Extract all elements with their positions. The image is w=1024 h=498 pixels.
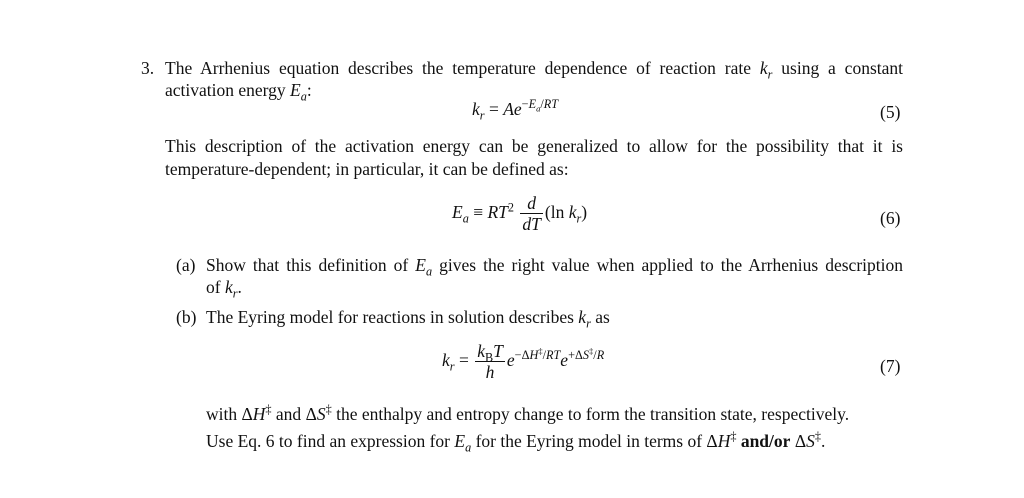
part-a-label: (a) xyxy=(176,255,196,275)
equation-5-number: (5) xyxy=(880,102,901,122)
part-b-line-2: with ΔH‡ and ΔS‡ the enthalpy and entropy change to form the transition state, respectively. xyxy=(206,402,850,424)
equation-7-number: (7) xyxy=(880,356,901,376)
part-b-line-1: The Eyring model for reactions in solution describes $k_r$ as xyxy=(206,307,610,331)
equation-6-number: (6) xyxy=(880,208,901,228)
intro-line-2: activation energy $E_a$: xyxy=(165,80,312,104)
part-a-line-2: of $k_r$. xyxy=(206,277,242,301)
equation-7: $k_r$ = $\frac{k_BT}{h}$ $e^{-\Delta H^\ddagger/RT}e^{+\Delta S^\ddagger/R}$ xyxy=(442,341,605,383)
equation-5: $k_r = Ae^{-E_a/RT}$ xyxy=(472,97,559,123)
paragraph-line-1: This description of the activation energy can be generalized to allow for the possibility that it is xyxy=(165,136,903,156)
equation-6: $E_a \equiv RT^2$ $\frac{d}{dT}$ (ln $k_r$) xyxy=(452,193,588,235)
paragraph-line-2: temperature-dependent; in particular, it can be defined as: xyxy=(165,159,569,179)
part-b-line-3: Use Eq. 6 to find an expression for $E_a$ for the Eyring model in terms of ΔH‡ and/or ΔS‡. xyxy=(206,429,826,455)
part-a-line-1: Show that this definition of $E_a$ gives the right value when applied to the Arrhenius description xyxy=(206,255,903,279)
problem-number: 3. xyxy=(141,58,155,78)
part-b-label: (b) xyxy=(176,307,197,327)
intro-line-1: The Arrhenius equation describes the temperature dependence of reaction rate $k_r$ using a constant xyxy=(165,58,904,82)
